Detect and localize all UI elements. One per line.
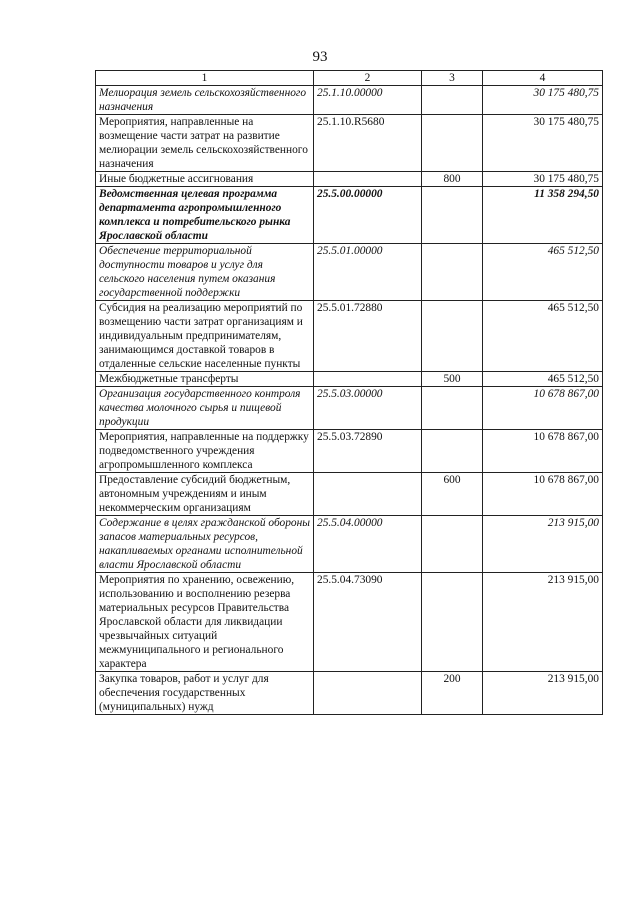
cell-amount: 213 915,00 — [483, 573, 603, 672]
cell-expense-type: 200 — [422, 672, 483, 715]
cell-expense-type — [422, 387, 483, 430]
cell-name: Иные бюджетные ассигнования — [96, 172, 314, 187]
cell-expense-type — [422, 115, 483, 172]
cell-amount: 30 175 480,75 — [483, 115, 603, 172]
cell-amount: 213 915,00 — [483, 672, 603, 715]
cell-expense-type — [422, 301, 483, 372]
cell-name: Мероприятия, направленные на поддержку подведомственного учреждения агропромышленного комплекса — [96, 430, 314, 473]
cell-expense-type: 600 — [422, 473, 483, 516]
cell-expense-type — [422, 430, 483, 473]
cell-amount: 10 678 867,00 — [483, 387, 603, 430]
cell-expense-type — [422, 516, 483, 573]
cell-expense-type — [422, 573, 483, 672]
cell-code: 25.5.00.00000 — [314, 187, 422, 244]
cell-expense-type — [422, 86, 483, 115]
cell-name: Межбюджетные трансферты — [96, 372, 314, 387]
column-header: 2 — [314, 71, 422, 86]
page-number: 93 — [312, 49, 328, 65]
column-header: 4 — [483, 71, 603, 86]
table-row — [96, 187, 603, 244]
cell-code — [314, 473, 422, 516]
table-row — [96, 672, 603, 715]
cell-code: 25.5.01.72880 — [314, 301, 422, 372]
cell-code: 25.5.04.00000 — [314, 516, 422, 573]
column-header: 3 — [422, 71, 483, 86]
cell-code: 25.1.10.00000 — [314, 86, 422, 115]
cell-name: Субсидия на реализацию мероприятий по возмещению части затрат организациям и индивидуальным предпринимателям, занимающимся доставкой товаров в отдаленные сельские населенные пункты — [96, 301, 314, 372]
cell-amount: 465 512,50 — [483, 372, 603, 387]
cell-code: 25.5.01.00000 — [314, 244, 422, 301]
table-row — [96, 244, 603, 301]
cell-name: Предоставление субсидий бюджетным, автономным учреждениям и иным некоммерческим организациям — [96, 473, 314, 516]
table-row — [96, 172, 603, 187]
table-row — [96, 387, 603, 430]
cell-name: Мероприятия, направленные на возмещение части затрат на развитие мелиорации земель сельскохозяйственного назначения — [96, 115, 314, 172]
table-row — [96, 86, 603, 115]
table-row — [96, 573, 603, 672]
cell-amount: 465 512,50 — [483, 301, 603, 372]
cell-code: 25.5.04.73090 — [314, 573, 422, 672]
table-row — [96, 372, 603, 387]
cell-amount: 30 175 480,75 — [483, 172, 603, 187]
cell-code — [314, 672, 422, 715]
budget-table — [95, 70, 603, 715]
cell-amount: 11 358 294,50 — [483, 187, 603, 244]
table-row — [96, 430, 603, 473]
cell-name: Организация государственного контроля качества молочного сырья и пищевой продукции — [96, 387, 314, 430]
cell-name: Ведомственная целевая программа департамента агропромышленного комплекса и потребительского рынка Ярославской области — [96, 187, 314, 244]
cell-name: Обеспечение территориальной доступности товаров и услуг для сельского населения путем оказания государственной поддержки — [96, 244, 314, 301]
column-header: 1 — [96, 71, 314, 86]
cell-code — [314, 172, 422, 187]
table-row — [96, 301, 603, 372]
cell-code — [314, 372, 422, 387]
cell-expense-type: 800 — [422, 172, 483, 187]
cell-amount: 465 512,50 — [483, 244, 603, 301]
cell-amount: 10 678 867,00 — [483, 430, 603, 473]
cell-name: Закупка товаров, работ и услуг для обеспечения государственных (муниципальных) нужд — [96, 672, 314, 715]
table-row — [96, 115, 603, 172]
cell-code: 25.5.03.00000 — [314, 387, 422, 430]
cell-expense-type: 500 — [422, 372, 483, 387]
cell-amount: 30 175 480,75 — [483, 86, 603, 115]
table-header-row — [96, 71, 603, 86]
cell-amount: 213 915,00 — [483, 516, 603, 573]
cell-code: 25.1.10.R5680 — [314, 115, 422, 172]
cell-name: Мелиорация земель сельскохозяйственного назначения — [96, 86, 314, 115]
table-body — [96, 86, 603, 715]
cell-code: 25.5.03.72890 — [314, 430, 422, 473]
cell-expense-type — [422, 244, 483, 301]
cell-expense-type — [422, 187, 483, 244]
table-row — [96, 473, 603, 516]
cell-amount: 10 678 867,00 — [483, 473, 603, 516]
cell-name: Содержание в целях гражданской обороны запасов материальных ресурсов, накапливаемых органами исполнительной власти Ярославской области — [96, 516, 314, 573]
table-row — [96, 516, 603, 573]
cell-name: Мероприятия по хранению, освежению, использованию и восполнению резерва материальных ресурсов Правительства Ярославской области для ликвидации чрезвычайных ситуаций межмуниципального и регионального характера — [96, 573, 314, 672]
